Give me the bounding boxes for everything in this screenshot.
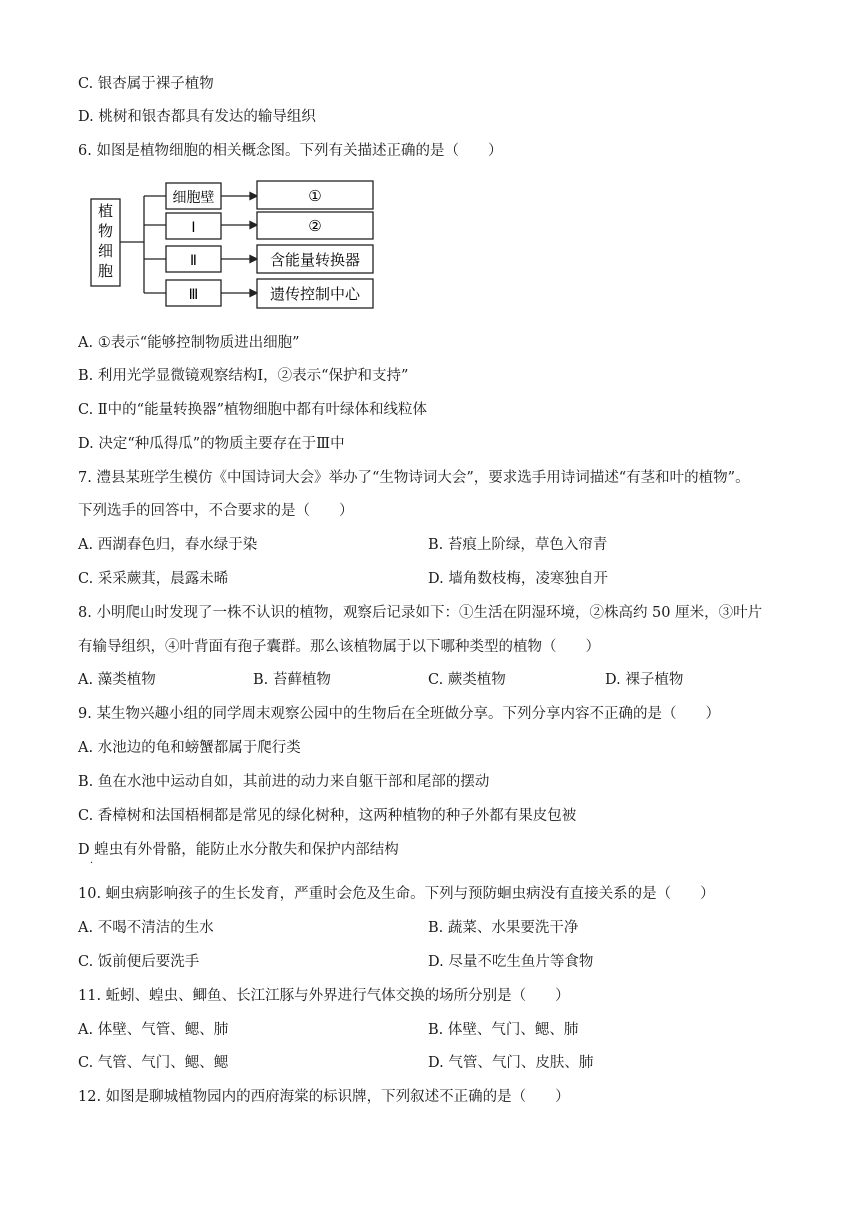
q11-option-b: B. 体壁、气门、鳃、肺 [428,1022,579,1038]
q5-option-c: C. 银杏属于裸子植物 [78,76,214,92]
q8-option-a: A. 藻类植物 [78,672,156,688]
q9-option-d: D 蝗虫有外骨骼，能防止水分散失和保护内部结构 [78,842,399,858]
q7-option-a: A. 西湖春色归，春水绿于染 [78,537,258,553]
q8-stem-line2: 有输导组织，④叶背面有孢子囊群。那么该植物属于以下哪种类型的植物（ ） [78,639,600,655]
q6-option-b: B. 利用光学显微镜观察结构Ⅰ，②表示“保护和支持” [78,368,409,384]
q6-stem: 6. 如图是植物细胞的相关概念图。下列有关描述正确的是（ ） [78,143,503,159]
part-label-1: Ⅰ [191,220,196,236]
q11-option-a: A. 体壁、气管、鳃、肺 [78,1022,229,1038]
q7-stem-line1: 7. 澧县某班学生模仿《中国诗词大会》举办了“生物诗词大会”，要求选手用诗词描述“有茎和叶的植物”。 [78,470,750,486]
function-label-4: 遗传控制中心 [269,285,361,303]
q8-option-b: B. 苔藓植物 [253,672,331,688]
function-label-3: 含能量转换器 [269,251,361,269]
plant-cell-concept-diagram [86,176,386,312]
q7-stem-line2: 下列选手的回答中，不合要求的是（ ） [78,503,354,519]
q10-option-c: C. 饭前便后要洗手 [78,954,200,970]
q8-option-d: D. 裸子植物 [605,672,684,688]
q10-option-d: D. 尽量不吃生鱼片等食物 [428,954,594,970]
part-label-2: Ⅱ [190,253,197,269]
q9-option-b: B. 鱼在水池中运动自如，其前进的动力来自躯干部和尾部的摆动 [78,774,490,790]
q11-option-d: D. 气管、气门、皮肤、肺 [428,1055,594,1071]
q10-option-b: B. 蔬菜、水果要洗干净 [428,920,579,936]
q10-option-a: A. 不喝不清洁的生水 [78,920,214,936]
q8-option-c: C. 蕨类植物 [428,672,506,688]
q6-option-a: A. ①表示“能够控制物质进出细胞” [78,335,300,351]
q8-stem-line1: 8. 小明爬山时发现了一株不认识的植物，观察后记录如下：①生活在阴湿环境，②株高约 50 厘米，③叶片 [78,605,763,621]
part-label-cell-wall: 细胞壁 [172,190,215,206]
root-char-3: 细 [97,242,114,260]
q12-stem: 12. 如图是聊城植物园内的西府海棠的标识牌，下列叙述不正确的是（ ） [78,1089,570,1105]
root-char-4: 胞 [97,262,114,280]
root-char-1: 植 [97,202,114,220]
q7-option-c: C. 采采蕨萁，晨露未晞 [78,571,229,587]
q11-option-c: C. 气管、气门、鳃、鳃 [78,1055,229,1071]
part-label-3: Ⅲ [188,287,199,303]
q5-option-d: D. 桃树和银杏都具有发达的输导组织 [78,109,316,125]
q10-stem: 10. 蛔虫病影响孩子的生长发育，严重时会危及生命。下列与预防蛔虫病没有直接关系的是（ ） [78,886,715,902]
q9-option-c: C. 香樟树和法国梧桐都是常见的绿化树种，这两种植物的种子外都有果皮包被 [78,808,577,824]
q9-option-a: A. 水池边的龟和螃蟹都属于爬行类 [78,740,301,756]
root-char-2: 物 [97,222,114,240]
function-label-1: ① [308,187,322,205]
q9-stem: 9. 某生物兴趣小组的同学周末观察公园中的生物后在全班做分享。下列分享内容不正确的是（ ） [78,706,720,722]
function-label-2: ② [308,217,322,235]
q7-option-d: D. 墙角数枝梅，凌寒独自开 [428,571,608,587]
stray-dot-mark: · [90,858,94,869]
q11-stem: 11. 蚯蚓、蝗虫、鲫鱼、长江江豚与外界进行气体交换的场所分别是（ ） [78,988,570,1004]
q7-option-b: B. 苔痕上阶绿，草色入帘青 [428,537,608,553]
q6-option-c: C. Ⅱ中的“能量转换器”植物细胞中都有叶绿体和线粒体 [78,402,427,418]
q6-option-d: D. 决定“种瓜得瓜”的物质主要存在于Ⅲ中 [78,436,345,452]
